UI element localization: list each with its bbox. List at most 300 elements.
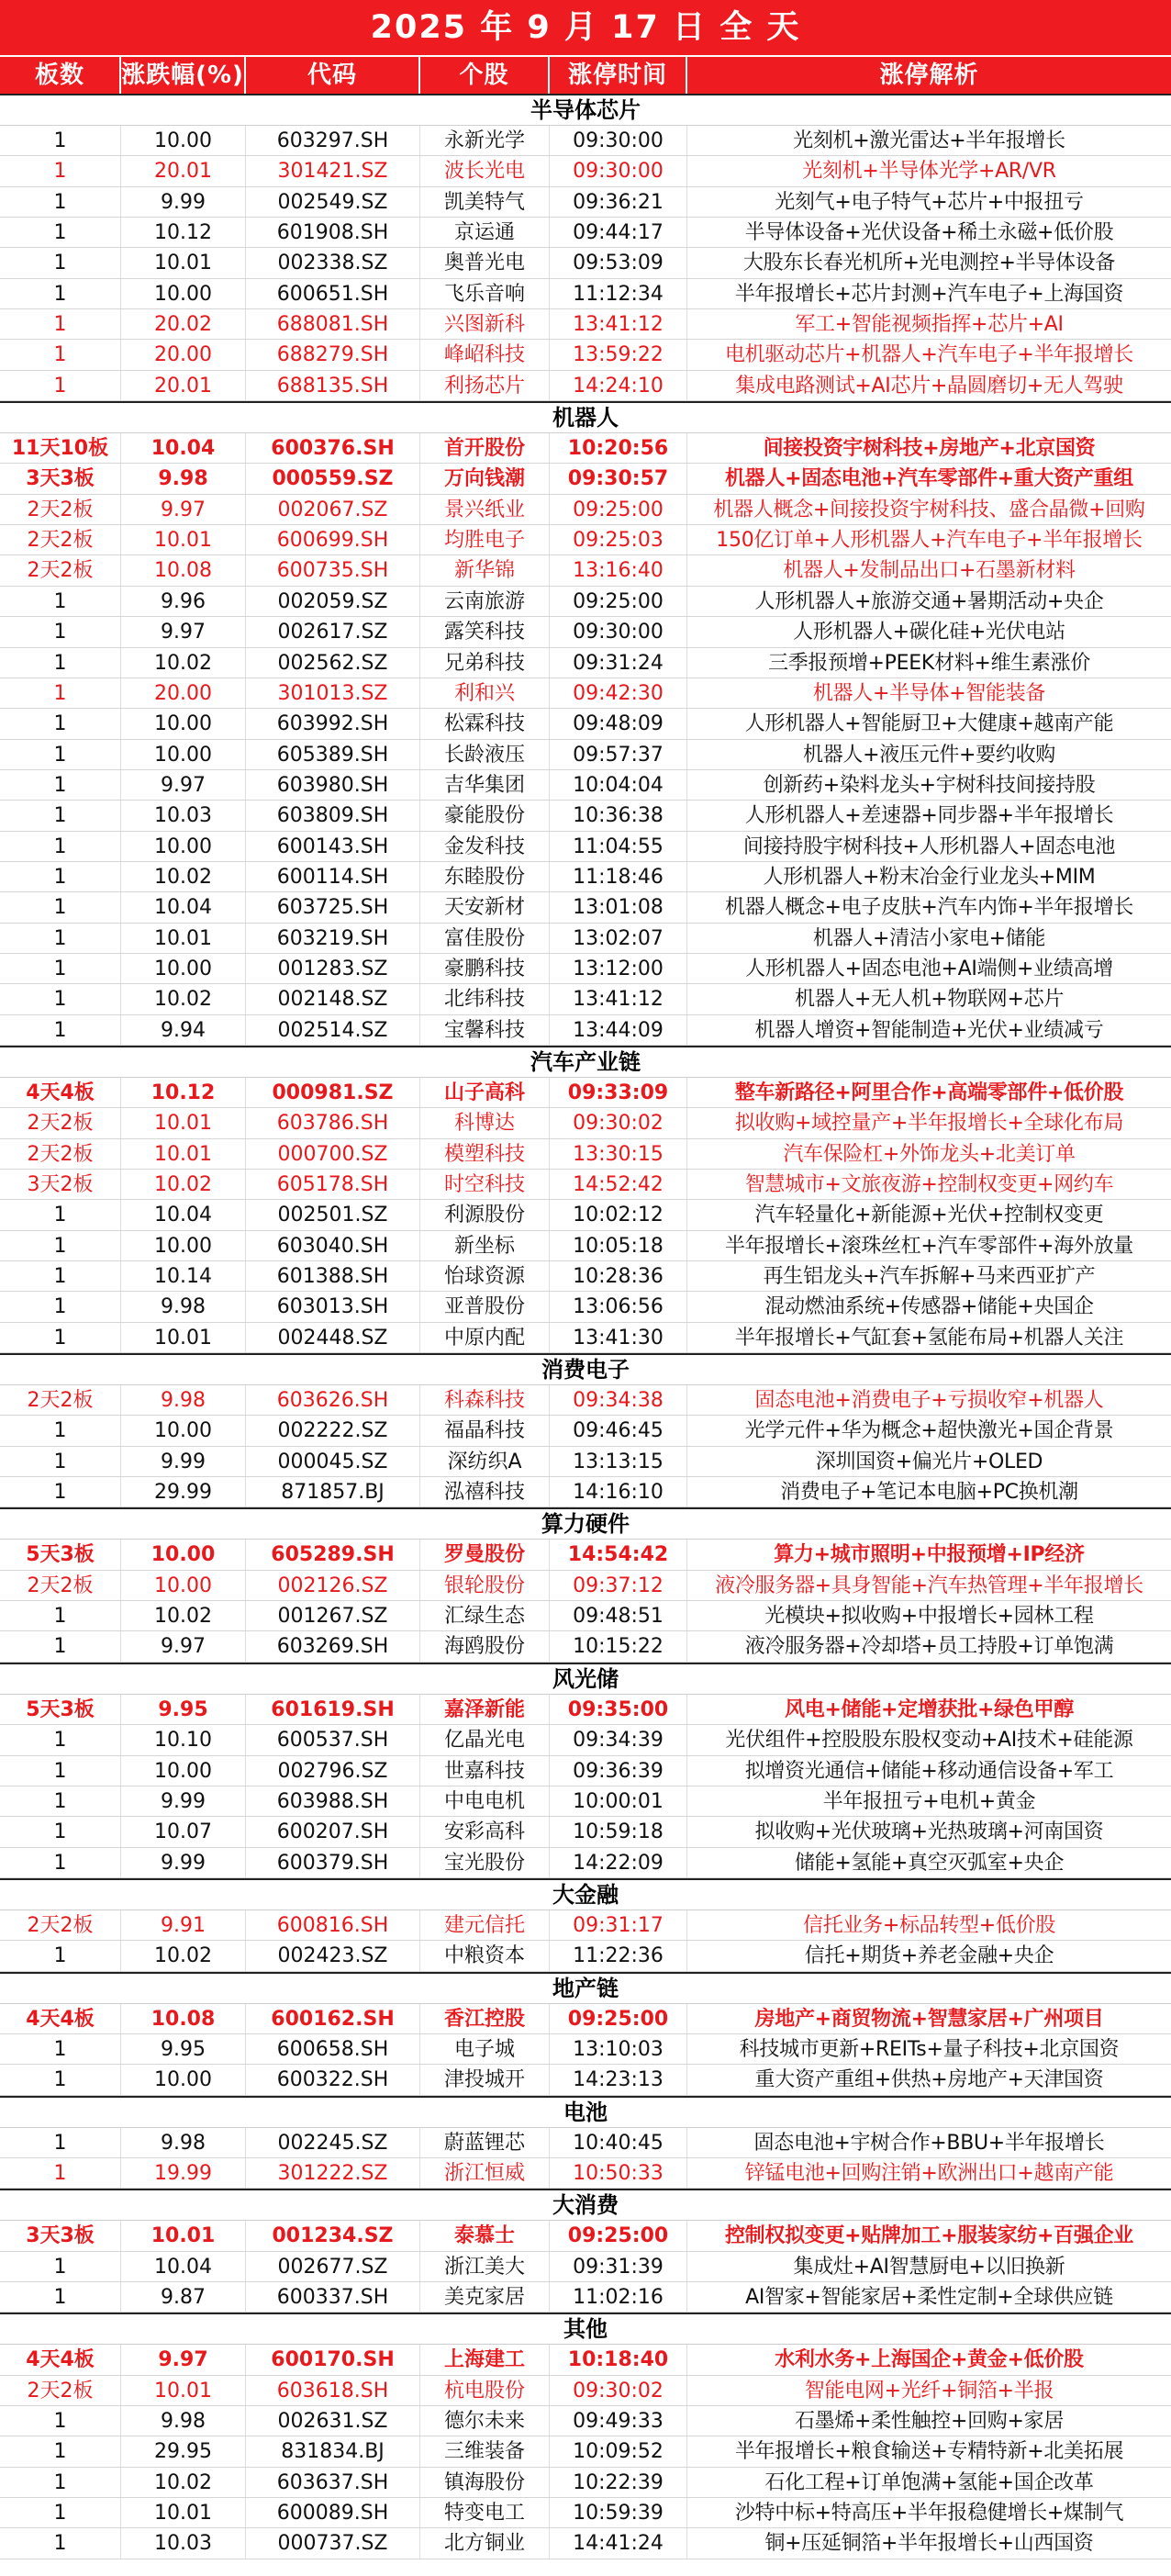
cell-limit-time: 14:16:10 <box>550 1477 687 1506</box>
cell-reason: 电机驱动芯片+机器人+汽车电子+半年报增长 <box>724 343 1133 367</box>
cell-board-count: 5天3板 <box>0 1540 121 1569</box>
cell-change-pct: 9.97 <box>121 2345 246 2374</box>
section-header: 风光储 <box>0 1663 1171 1695</box>
cell-limit-time: 09:42:30 <box>550 678 687 708</box>
cell-board-count: 1 <box>0 1941 121 1970</box>
cell-reason: 机器人+固态电池+汽车零部件+重大资产重组 <box>724 467 1133 491</box>
cell-stock: 京运通 <box>420 218 550 247</box>
cell-change-pct: 10.07 <box>121 1817 246 1846</box>
cell-board-count: 1 <box>0 892 121 922</box>
cell-board-count: 1 <box>0 954 121 983</box>
cell-code: 605389.SH <box>246 740 420 769</box>
cell-code: 601388.SH <box>246 1261 420 1291</box>
cell-limit-time: 14:22:09 <box>550 1848 687 1877</box>
cell-limit-time: 09:35:00 <box>550 1695 687 1724</box>
header-stock: 个股 <box>420 57 550 94</box>
cell-change-pct: 10.02 <box>121 984 246 1014</box>
cell-code: 600658.SH <box>246 2034 420 2064</box>
cell-board-count: 1 <box>0 1261 121 1291</box>
cell-change-pct: 9.94 <box>121 1015 246 1045</box>
page-title: 2025 年 9 月 17 日 全 天 <box>0 0 1171 55</box>
cell-reason: 集成灶+AI智慧厨电+以旧换新 <box>793 2255 1065 2279</box>
cell-stock: 永新光学 <box>420 126 550 155</box>
cell-board-count: 1 <box>0 2498 121 2527</box>
table-row <box>0 617 1171 647</box>
cell-code: 605289.SH <box>246 1540 420 1569</box>
cell-limit-time: 13:02:07 <box>550 924 687 953</box>
section-header: 消费电子 <box>0 1353 1171 1385</box>
cell-code: 002448.SZ <box>246 1323 420 1352</box>
cell-reason: 三季报预增+PEEK材料+维生素涨价 <box>768 651 1090 675</box>
cell-change-pct: 29.99 <box>121 1477 246 1506</box>
cell-stock: 利源股份 <box>420 1200 550 1229</box>
cell-code: 002423.SZ <box>246 1941 420 1970</box>
cell-code: 600699.SH <box>246 525 420 554</box>
cell-reason: 水利水务+上海国企+黄金+低价股 <box>775 2348 1084 2372</box>
cell-limit-time: 09:31:39 <box>550 2252 687 2281</box>
cell-reason: 光模块+拟收购+中报增长+园林工程 <box>764 1605 1094 1629</box>
cell-board-count: 3天2板 <box>0 1170 121 1199</box>
cell-change-pct: 10.00 <box>121 126 246 155</box>
cell-limit-time: 09:46:45 <box>550 1416 687 1445</box>
cell-code: 871857.BJ <box>246 1477 420 1506</box>
cell-limit-time: 14:41:24 <box>550 2528 687 2558</box>
cell-reason: 人形机器人+旅游交通+暑期活动+央企 <box>754 589 1104 613</box>
cell-code: 603297.SH <box>246 126 420 155</box>
cell-board-count: 1 <box>0 1631 121 1661</box>
section-header: 算力硬件 <box>0 1507 1171 1540</box>
cell-stock: 利扬芯片 <box>420 371 550 400</box>
table-row <box>0 740 1171 770</box>
cell-change-pct: 20.00 <box>121 678 246 708</box>
cell-board-count: 1 <box>0 1756 121 1786</box>
table-row <box>0 555 1171 586</box>
cell-reason: 人形机器人+固态电池+AI端侧+业绩高增 <box>745 957 1113 980</box>
cell-code: 601908.SH <box>246 218 420 247</box>
cell-change-pct: 10.12 <box>121 218 246 247</box>
cell-stock: 奥普光电 <box>420 248 550 277</box>
cell-change-pct: 10.01 <box>121 2498 246 2527</box>
cell-stock: 松霖科技 <box>420 709 550 738</box>
cell-code: 688081.SH <box>246 309 420 339</box>
cell-code: 600162.SH <box>246 2004 420 2033</box>
table-row <box>0 2252 1171 2282</box>
cell-reason: 信托业务+标品转型+低价股 <box>803 1913 1055 1937</box>
cell-stock: 银轮股份 <box>420 1571 550 1600</box>
cell-change-pct: 10.02 <box>121 648 246 678</box>
table-row <box>0 1941 1171 1971</box>
cell-stock: 豪能股份 <box>420 801 550 830</box>
cell-board-count: 1 <box>0 832 121 861</box>
table-row <box>0 587 1171 617</box>
cell-code: 001283.SZ <box>246 954 420 983</box>
cell-board-count: 3天3板 <box>0 464 121 493</box>
cell-limit-time: 10:50:33 <box>550 2158 687 2188</box>
cell-code: 600651.SH <box>246 279 420 308</box>
cell-limit-time: 13:41:12 <box>550 309 687 339</box>
cell-code: 603219.SH <box>246 924 420 953</box>
cell-reason: 锌锰电池+回购注销+欧洲出口+越南产能 <box>744 2161 1114 2185</box>
cell-board-count: 1 <box>0 2406 121 2436</box>
cell-code: 002617.SZ <box>246 617 420 646</box>
cell-board-count: 4天4板 <box>0 1078 121 1107</box>
table-row <box>0 1756 1171 1786</box>
table-row <box>0 1015 1171 1046</box>
cell-limit-time: 09:34:38 <box>550 1385 687 1415</box>
cell-change-pct: 10.02 <box>121 1941 246 1970</box>
cell-limit-time: 13:41:30 <box>550 1323 687 1352</box>
cell-board-count: 1 <box>0 984 121 1014</box>
cell-change-pct: 10.00 <box>121 1540 246 1569</box>
cell-stock: 云南旅游 <box>420 587 550 616</box>
cell-change-pct: 10.04 <box>121 2252 246 2281</box>
cell-reason: 再生铝龙头+汽车拆解+马来西亚扩产 <box>763 1265 1096 1289</box>
cell-limit-time: 09:31:17 <box>550 1910 687 1940</box>
table-row <box>0 954 1171 984</box>
table-row <box>0 309 1171 340</box>
cell-stock: 金发科技 <box>420 832 550 861</box>
cell-code: 600089.SH <box>246 2498 420 2527</box>
cell-code: 688279.SH <box>246 340 420 369</box>
cell-limit-time: 09:44:17 <box>550 218 687 247</box>
cell-stock: 首开股份 <box>420 433 550 463</box>
table-row <box>0 1725 1171 1755</box>
table-row <box>0 248 1171 278</box>
cell-change-pct: 9.97 <box>121 617 246 646</box>
cell-reason: 半年报增长+气缸套+氢能布局+机器人关注 <box>734 1326 1124 1350</box>
cell-stock: 山子高科 <box>420 1078 550 1107</box>
cell-limit-time: 09:25:00 <box>550 587 687 616</box>
cell-stock: 建元信托 <box>420 1910 550 1940</box>
cell-change-pct: 9.95 <box>121 1695 246 1724</box>
cell-change-pct: 19.99 <box>121 2158 246 2188</box>
cell-reason: 机器人+清洁小家电+储能 <box>812 926 1046 950</box>
cell-limit-time: 14:52:42 <box>550 1170 687 1199</box>
cell-reason: 人形机器人+碳化硅+光伏电站 <box>793 621 1065 644</box>
section-header: 地产链 <box>0 1972 1171 2004</box>
cell-change-pct: 10.01 <box>121 2221 246 2250</box>
cell-change-pct: 10.00 <box>121 832 246 861</box>
cell-limit-time: 09:30:02 <box>550 2376 687 2405</box>
table-row <box>0 1416 1171 1446</box>
cell-limit-time: 09:30:00 <box>550 126 687 155</box>
cell-change-pct: 9.99 <box>121 1786 246 1816</box>
cell-board-count: 2天2板 <box>0 1910 121 1940</box>
table-row <box>0 678 1171 709</box>
cell-code: 600114.SH <box>246 862 420 891</box>
cell-change-pct: 10.08 <box>121 555 246 585</box>
cell-board-count: 1 <box>0 218 121 247</box>
cell-board-count: 2天2板 <box>0 2376 121 2405</box>
table-row <box>0 924 1171 954</box>
cell-change-pct: 10.00 <box>121 709 246 738</box>
cell-reason: 机器人概念+间接投资宇树科技、盛合晶微+回购 <box>713 498 1145 521</box>
cell-change-pct: 10.01 <box>121 2376 246 2405</box>
cell-limit-time: 10:28:36 <box>550 1261 687 1291</box>
cell-reason: 机器人+半导体+智能装备 <box>812 681 1046 705</box>
cell-reason: 光刻机+激光雷达+半年报增长 <box>793 129 1065 152</box>
cell-reason: 半年报增长+滚珠丝杠+汽车零部件+海外放量 <box>724 1234 1133 1258</box>
cell-stock: 中原内配 <box>420 1323 550 1352</box>
cell-reason: AI智家+智能家居+柔性定制+全球供应链 <box>745 2285 1113 2309</box>
cell-change-pct: 9.91 <box>121 1910 246 1940</box>
cell-code: 603988.SH <box>246 1786 420 1816</box>
cell-reason: 整车新路径+阿里合作+高端零部件+低价股 <box>734 1081 1124 1104</box>
table-row <box>0 801 1171 831</box>
cell-limit-time: 10:05:18 <box>550 1231 687 1260</box>
cell-board-count: 1 <box>0 248 121 277</box>
cell-change-pct: 10.02 <box>121 1170 246 1199</box>
table-row <box>0 2065 1171 2095</box>
table-row <box>0 1200 1171 1230</box>
cell-reason: 液冷服务器+冷却塔+员工持股+订单饱满 <box>744 1635 1114 1659</box>
cell-reason: 拟收购+域控量产+半年报增长+全球化布局 <box>734 1112 1124 1136</box>
cell-limit-time: 09:36:39 <box>550 1756 687 1786</box>
cell-limit-time: 10:09:52 <box>550 2436 687 2466</box>
cell-change-pct: 10.02 <box>121 1601 246 1630</box>
cell-limit-time: 09:48:09 <box>550 709 687 738</box>
cell-limit-time: 09:30:57 <box>550 464 687 493</box>
table-row <box>0 1477 1171 1507</box>
cell-change-pct: 10.00 <box>121 279 246 308</box>
cell-reason: 拟增资光通信+储能+移动通信设备+军工 <box>744 1759 1114 1783</box>
cell-reason: 光伏组件+控股股东股权变动+AI技术+硅能源 <box>725 1729 1133 1753</box>
cell-limit-time: 13:01:08 <box>550 892 687 922</box>
cell-limit-time: 13:30:15 <box>550 1139 687 1169</box>
cell-reason: 机器人+无人机+物联网+芯片 <box>794 988 1065 1012</box>
cell-code: 000737.SZ <box>246 2528 420 2558</box>
cell-board-count: 1 <box>0 740 121 769</box>
cell-change-pct: 20.01 <box>121 156 246 185</box>
cell-board-count: 1 <box>0 156 121 185</box>
table-row <box>0 1139 1171 1170</box>
cell-change-pct: 9.98 <box>121 464 246 493</box>
cell-board-count: 1 <box>0 617 121 646</box>
cell-limit-time: 09:30:00 <box>550 156 687 185</box>
cell-board-count: 3天3板 <box>0 2221 121 2250</box>
cell-reason: 重大资产重组+供热+房地产+天津国资 <box>754 2068 1104 2092</box>
table-row <box>0 2158 1171 2189</box>
cell-code: 600337.SH <box>246 2282 420 2312</box>
table-row <box>0 2468 1171 2498</box>
section-header: 大金融 <box>0 1878 1171 1910</box>
table-row <box>0 1231 1171 1261</box>
cell-reason: 风电+储能+定增获批+绿色甲醇 <box>785 1697 1074 1721</box>
table-row <box>0 1323 1171 1353</box>
cell-board-count: 1 <box>0 587 121 616</box>
cell-stock: 新华锦 <box>420 555 550 585</box>
cell-code: 603013.SH <box>246 1292 420 1321</box>
cell-reason: 沙特中标+特高压+半年报稳健增长+煤制气 <box>734 2502 1124 2526</box>
cell-stock: 兄弟科技 <box>420 648 550 678</box>
cell-limit-time: 14:23:13 <box>550 2065 687 2094</box>
cell-change-pct: 9.98 <box>121 1385 246 1415</box>
cell-change-pct: 10.04 <box>121 892 246 922</box>
cell-board-count: 1 <box>0 678 121 708</box>
cell-code: 002677.SZ <box>246 2252 420 2281</box>
cell-limit-time: 13:12:00 <box>550 954 687 983</box>
cell-reason: 人形机器人+智能厨卫+大健康+越南产能 <box>744 712 1114 736</box>
cell-code: 002514.SZ <box>246 1015 420 1045</box>
cell-reason: 机器人+发制品出口+石墨新材料 <box>783 559 1076 583</box>
cell-stock: 福晶科技 <box>420 1416 550 1445</box>
cell-stock: 长龄液压 <box>420 740 550 769</box>
cell-code: 002245.SZ <box>246 2128 420 2157</box>
cell-stock: 科森科技 <box>420 1385 550 1415</box>
cell-limit-time: 09:33:09 <box>550 1078 687 1107</box>
cell-change-pct: 10.14 <box>121 1261 246 1291</box>
cell-reason: 消费电子+笔记本电脑+PC换机潮 <box>780 1481 1078 1505</box>
cell-stock: 汇绿生态 <box>420 1601 550 1630</box>
cell-change-pct: 10.10 <box>121 1725 246 1754</box>
cell-board-count: 1 <box>0 1601 121 1630</box>
table-row <box>0 2436 1171 2467</box>
cell-reason: 创新药+染料龙头+宇树科技间接持股 <box>763 773 1096 797</box>
cell-code: 831834.BJ <box>246 2436 420 2466</box>
cell-code: 002148.SZ <box>246 984 420 1014</box>
cell-code: 603992.SH <box>246 709 420 738</box>
cell-stock: 怡球资源 <box>420 1261 550 1291</box>
cell-reason: 汽车保险杠+外饰龙头+北美订单 <box>783 1142 1076 1166</box>
table-row <box>0 340 1171 370</box>
cell-code: 002059.SZ <box>246 587 420 616</box>
cell-code: 002067.SZ <box>246 495 420 524</box>
cell-stock: 罗曼股份 <box>420 1540 550 1569</box>
cell-board-count: 1 <box>0 1416 121 1445</box>
cell-stock: 中电电机 <box>420 1786 550 1816</box>
cell-code: 002631.SZ <box>246 2406 420 2436</box>
cell-code: 600537.SH <box>246 1725 420 1754</box>
cell-board-count: 1 <box>0 709 121 738</box>
cell-code: 600322.SH <box>246 2065 420 2094</box>
cell-board-count: 1 <box>0 862 121 891</box>
cell-stock: 深纺织A <box>420 1447 550 1476</box>
cell-limit-time: 14:24:10 <box>550 371 687 400</box>
cell-board-count: 2天2板 <box>0 525 121 554</box>
cell-code: 000559.SZ <box>246 464 420 493</box>
table-body <box>0 94 1171 2559</box>
cell-stock: 波长光电 <box>420 156 550 185</box>
cell-change-pct: 10.03 <box>121 2528 246 2558</box>
cell-reason: 液冷服务器+具身智能+汽车热管理+半年报增长 <box>715 1574 1143 1597</box>
table-row <box>0 1385 1171 1416</box>
cell-reason: 石墨烯+柔性触控+回购+家居 <box>794 2410 1065 2433</box>
cell-reason: 军工+智能视频指挥+芯片+AI <box>795 313 1064 337</box>
cell-limit-time: 13:41:12 <box>550 984 687 1014</box>
cell-code: 603626.SH <box>246 1385 420 1415</box>
cell-change-pct: 10.04 <box>121 433 246 463</box>
cell-change-pct: 10.01 <box>121 1139 246 1169</box>
cell-code: 605178.SH <box>246 1170 420 1199</box>
cell-reason: 石化工程+订单饱满+氢能+国企改革 <box>764 2470 1094 2494</box>
cell-board-count: 1 <box>0 2528 121 2558</box>
cell-code: 600816.SH <box>246 1910 420 1940</box>
cell-board-count: 1 <box>0 1323 121 1352</box>
cell-reason: 算力+城市照明+中报预增+IP经济 <box>774 1543 1085 1567</box>
cell-limit-time: 10:04:04 <box>550 770 687 800</box>
cell-stock: 泰慕士 <box>420 2221 550 2250</box>
cell-code: 603637.SH <box>246 2468 420 2497</box>
cell-stock: 特变电工 <box>420 2498 550 2527</box>
cell-board-count: 1 <box>0 1292 121 1321</box>
cell-change-pct: 10.01 <box>121 525 246 554</box>
table-row <box>0 832 1171 862</box>
cell-board-count: 1 <box>0 770 121 800</box>
cell-board-count: 1 <box>0 2158 121 2188</box>
cell-change-pct: 10.01 <box>121 1323 246 1352</box>
cell-limit-time: 13:44:09 <box>550 1015 687 1045</box>
cell-board-count: 1 <box>0 2436 121 2466</box>
cell-limit-time: 09:36:21 <box>550 187 687 217</box>
cell-code: 600207.SH <box>246 1817 420 1846</box>
cell-stock: 安彩高科 <box>420 1817 550 1846</box>
cell-stock: 东睦股份 <box>420 862 550 891</box>
cell-reason: 光学元件+华为概念+超快激光+国企背景 <box>744 1419 1114 1443</box>
cell-reason: 半年报增长+粮食输送+专精特新+北美拓展 <box>734 2440 1124 2464</box>
cell-stock: 浙江恒威 <box>420 2158 550 2188</box>
cell-limit-time: 10:36:38 <box>550 801 687 830</box>
cell-reason: 半年报扭亏+电机+黄金 <box>822 1789 1036 1813</box>
cell-limit-time: 14:54:42 <box>550 1540 687 1569</box>
cell-stock: 北纬科技 <box>420 984 550 1014</box>
cell-stock: 吉华集团 <box>420 770 550 800</box>
table-row <box>0 1170 1171 1200</box>
cell-stock: 海鸥股份 <box>420 1631 550 1661</box>
table-row <box>0 1447 1171 1477</box>
cell-board-count: 1 <box>0 187 121 217</box>
cell-code: 600379.SH <box>246 1848 420 1877</box>
cell-reason: 半导体设备+光伏设备+稀土永磁+低价股 <box>744 221 1114 245</box>
cell-reason: 机器人增资+智能制造+光伏+业绩减亏 <box>754 1018 1104 1042</box>
table-row <box>0 2282 1171 2313</box>
cell-limit-time: 09:31:24 <box>550 648 687 678</box>
cell-limit-time: 13:10:03 <box>550 2034 687 2064</box>
cell-limit-time: 09:48:51 <box>550 1601 687 1630</box>
table-row <box>0 2128 1171 2158</box>
table-row <box>0 371 1171 401</box>
cell-board-count: 1 <box>0 279 121 308</box>
cell-code: 600376.SH <box>246 433 420 463</box>
cell-change-pct: 10.01 <box>121 1108 246 1137</box>
cell-board-count: 1 <box>0 1786 121 1816</box>
table-row <box>0 1261 1171 1292</box>
table-header <box>0 55 1171 94</box>
table-row <box>0 1571 1171 1601</box>
table-row <box>0 984 1171 1014</box>
cell-code: 600143.SH <box>246 832 420 861</box>
cell-code: 002562.SZ <box>246 648 420 678</box>
cell-board-count: 1 <box>0 1725 121 1754</box>
cell-change-pct: 10.12 <box>121 1078 246 1107</box>
cell-stock: 模塑科技 <box>420 1139 550 1169</box>
cell-code: 301222.SZ <box>246 2158 420 2188</box>
cell-change-pct: 10.02 <box>121 862 246 891</box>
cell-change-pct: 10.08 <box>121 2004 246 2033</box>
table-row <box>0 2345 1171 2375</box>
section-header: 半导体芯片 <box>0 94 1171 126</box>
cell-limit-time: 09:34:39 <box>550 1725 687 1754</box>
cell-change-pct: 10.02 <box>121 2468 246 2497</box>
cell-reason: 汽车轻量化+新能源+光伏+控制权变更 <box>754 1204 1104 1227</box>
cell-reason: 机器人+液压元件+要约收购 <box>803 743 1055 767</box>
cell-board-count: 2天2板 <box>0 1385 121 1415</box>
cell-change-pct: 9.95 <box>121 2034 246 2064</box>
cell-limit-time: 10:18:40 <box>550 2345 687 2374</box>
cell-limit-time: 10:20:56 <box>550 433 687 463</box>
table-row <box>0 2528 1171 2559</box>
table-row <box>0 2376 1171 2406</box>
cell-code: 603809.SH <box>246 801 420 830</box>
